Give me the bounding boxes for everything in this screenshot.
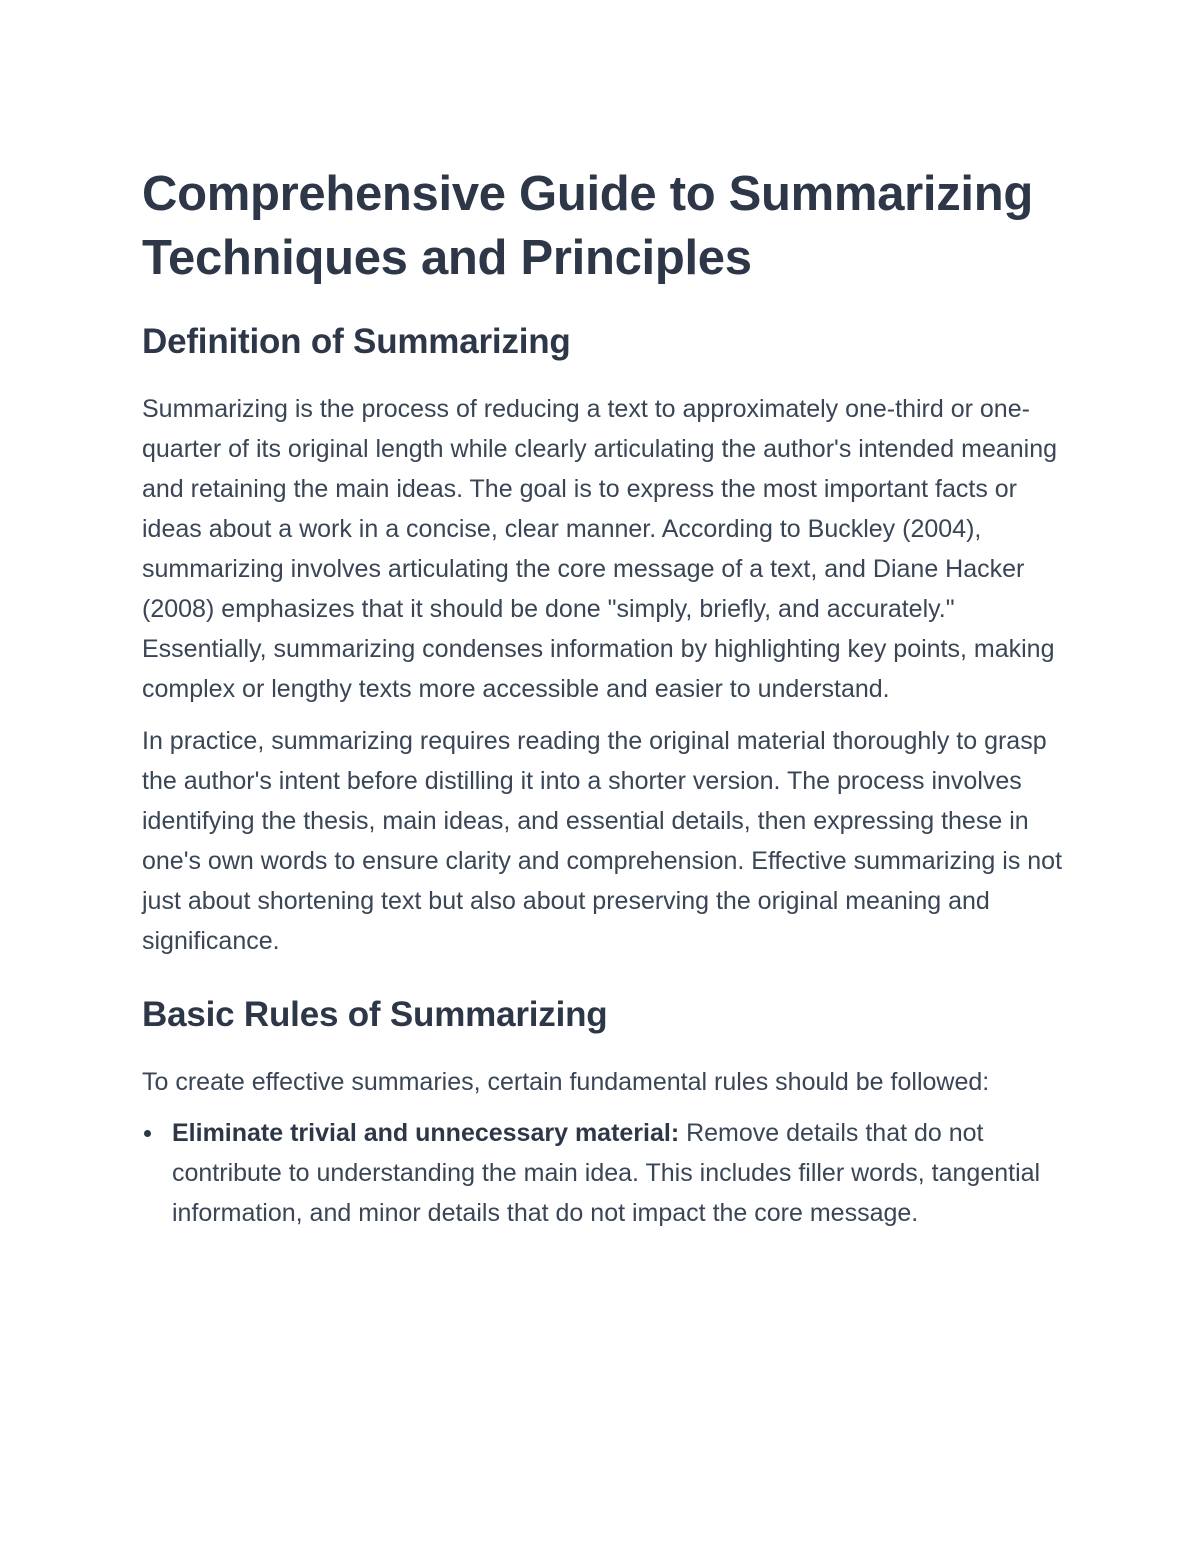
- document-title: Comprehensive Guide to Summarizing Techniques and Principles: [142, 167, 1034, 285]
- definition-paragraph-2: In practice, summarizing requires reading the original material thoroughly to grasp the author's intent before distilling it into a shorter version. The process involves identifying the thesis, main ideas, and essential details, then expressing these in one's own words to ensure clarity and comprehension. Effective summarizing is not just about shortening text but also about preserving the original meaning and significance.: [142, 727, 1063, 955]
- rules-intro-paragraph: To create effective summaries, certain fundamental rules should be followed:: [142, 1068, 990, 1096]
- section-heading-basic-rules: Basic Rules of Summarizing: [142, 995, 608, 1034]
- list-item: [142, 1113, 1072, 1233]
- definition-paragraph-1: Summarizing is the process of reducing a text to approximately one-third or one-quarter of its original length while clearly articulating the author's intended meaning and retaining the main ideas. The goal is to express the most important facts or ideas about a work in a concise, clear manner. According to Buckley (2004), summarizing involves articulating the core message of a text, and Diane Hacker (2008) emphasizes that it should be done "simply, briefly, and accurately." Essentially, summarizing condenses information by highlighting key points, making complex or lengthy texts more accessible and easier to understand.: [142, 395, 1058, 703]
- section-heading-definition: Definition of Summarizing: [142, 322, 571, 361]
- document-page: [142, 162, 1072, 1233]
- rule-description: Remove details that do not contribute to understanding the main idea. This includes filler words, tangential information, and minor details that do not impact the core message.: [172, 1119, 1041, 1227]
- rules-list: [142, 1113, 1072, 1233]
- bullet-icon: [144, 1130, 151, 1137]
- rule-term: Eliminate trivial and unnecessary material:: [172, 1119, 680, 1147]
